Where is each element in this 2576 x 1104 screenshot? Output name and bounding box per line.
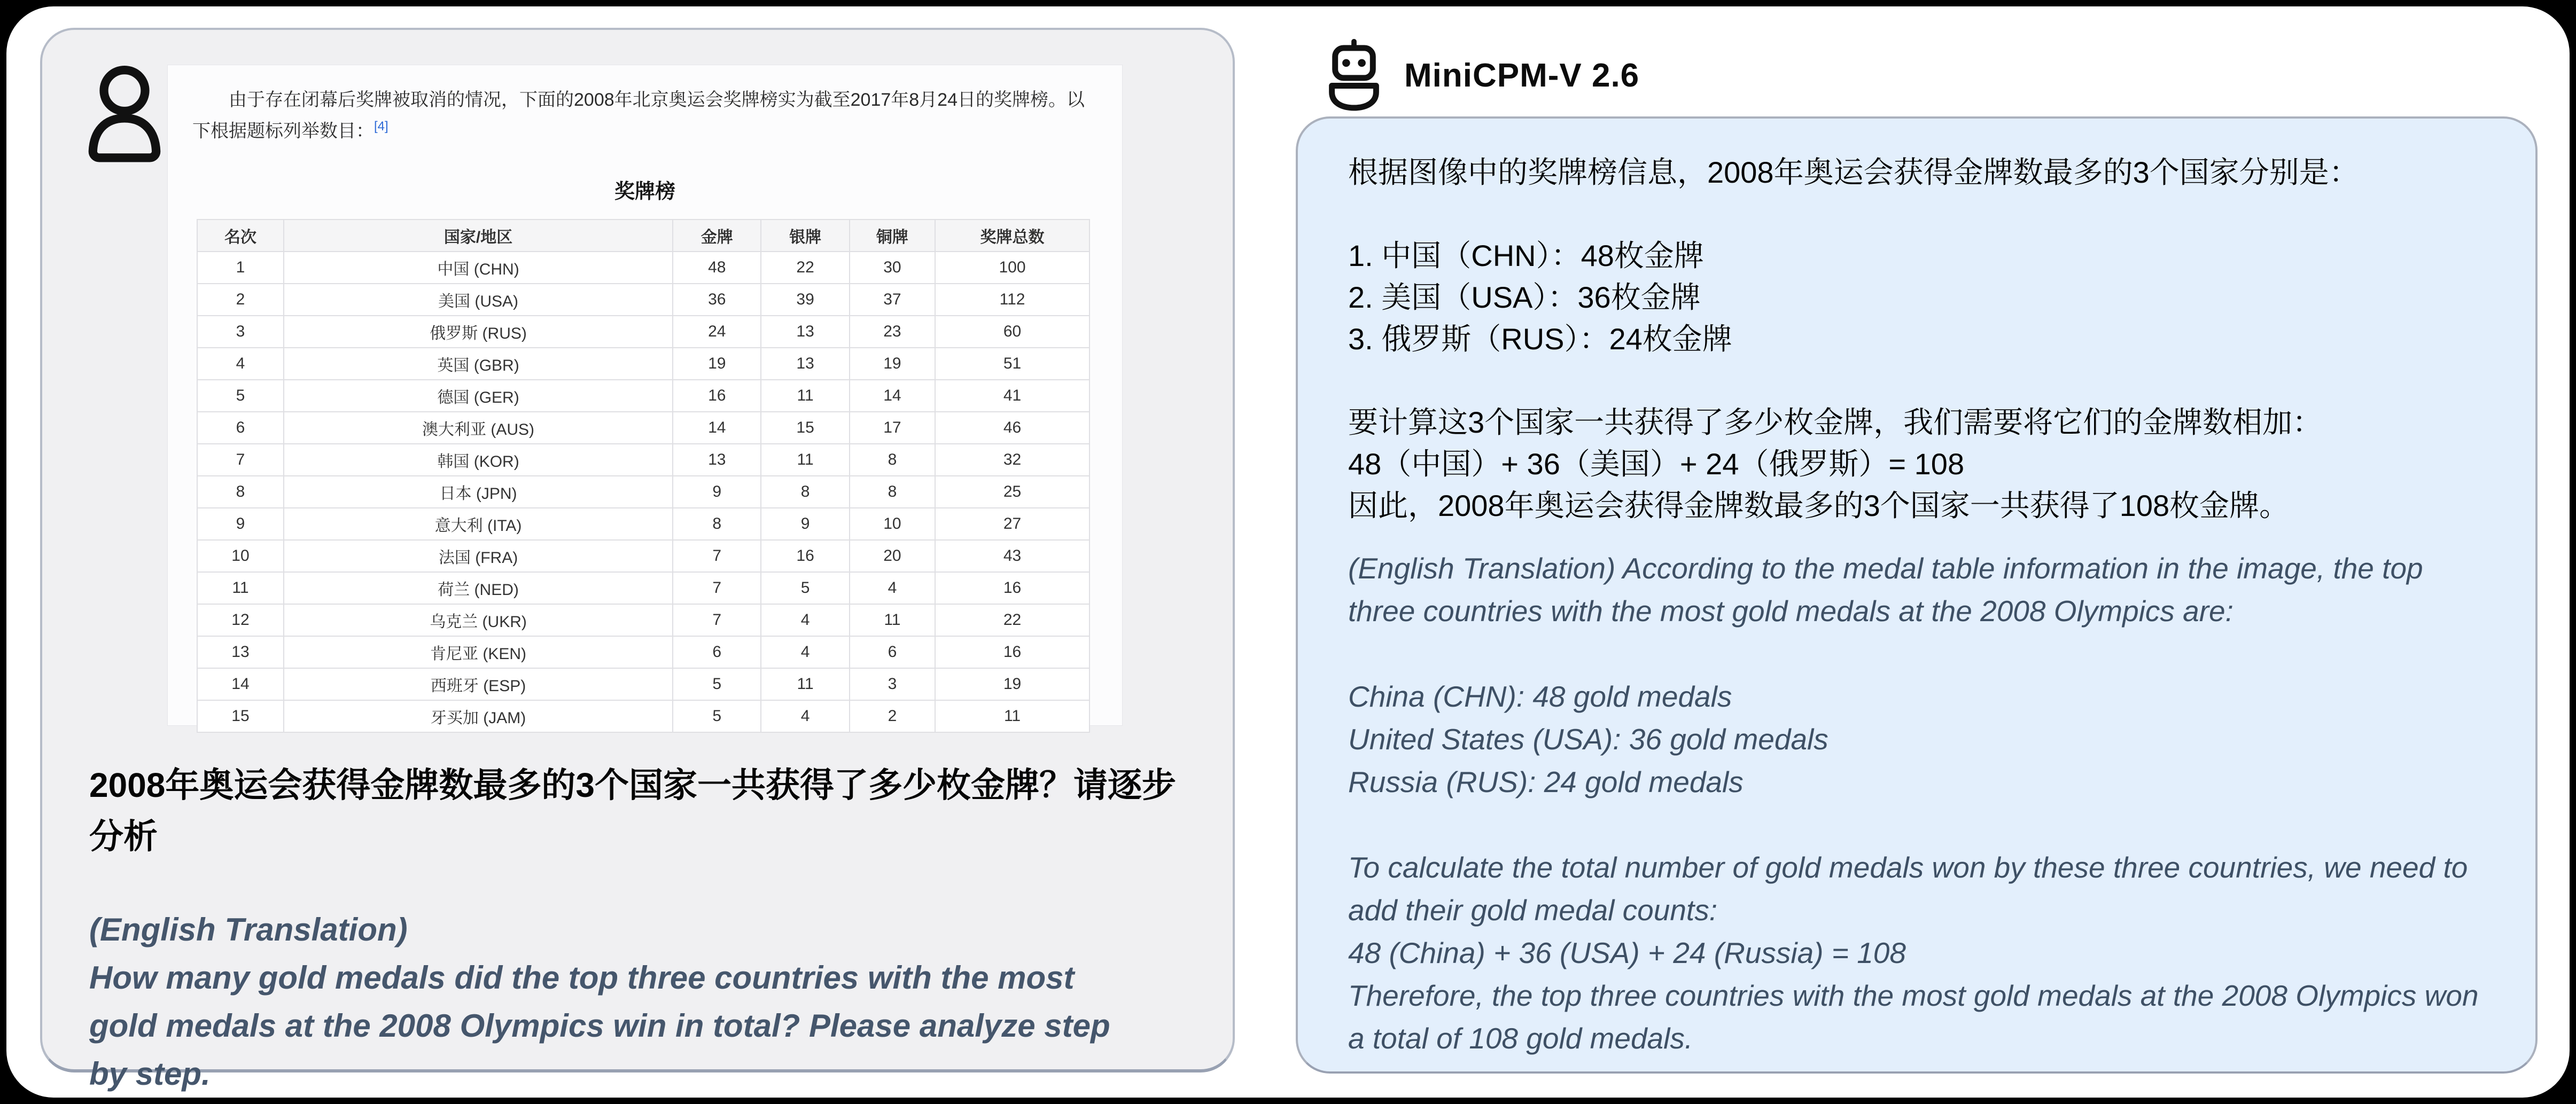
table-cell: 6	[850, 636, 935, 668]
table-row	[197, 604, 1089, 636]
table-header-cell: 银牌	[761, 220, 849, 252]
table-cell: 5	[197, 380, 284, 412]
table-cell: 4	[197, 348, 284, 380]
table-cell: 3	[197, 316, 284, 348]
table-cell: 9	[761, 508, 849, 540]
table-cell: 17	[850, 412, 935, 444]
table-cell: 4	[761, 604, 849, 636]
table-cell: 10	[850, 508, 935, 540]
table-cell: 美国 (USA)	[284, 284, 673, 316]
table-cell: 16	[673, 380, 761, 412]
table-cell: 11	[197, 572, 284, 604]
text-line: 因此，2008年奥运会获得金牌数最多的3个国家一共获得了108枚金牌。	[1348, 489, 2290, 522]
table-cell: 19	[673, 348, 761, 380]
table-cell: 30	[850, 252, 935, 284]
text-line	[1348, 360, 2485, 402]
table-cell: 20	[850, 540, 935, 572]
table-cell: 15	[761, 412, 849, 444]
table-cell: 俄罗斯 (RUS)	[284, 316, 673, 348]
table-cell: 8	[850, 444, 935, 476]
table-cell: 16	[761, 540, 849, 572]
user-question-chinese: 2008年奥运会获得金牌数最多的3个国家一共获得了多少枚金牌？请逐步分析	[89, 766, 1176, 856]
table-cell: 11	[850, 604, 935, 636]
table-header-cell: 国家/地区	[284, 220, 673, 252]
text-line: Russia (RUS): 24 gold medals	[1348, 765, 1744, 798]
table-cell: 牙买加 (JAM)	[284, 700, 673, 732]
text-line: 48（中国）+ 36（美国）+ 24（俄罗斯）= 108	[1348, 447, 1965, 481]
table-cell: 25	[935, 476, 1089, 508]
table-row	[197, 476, 1089, 508]
table-cell: 肯尼亚 (KEN)	[284, 636, 673, 668]
table-cell: 1	[197, 252, 284, 284]
table-cell: 9	[197, 508, 284, 540]
table-cell: 荷兰 (NED)	[284, 572, 673, 604]
table-row	[197, 348, 1089, 380]
table-cell: 9	[673, 476, 761, 508]
table-cell: 7	[673, 604, 761, 636]
table-header-cell: 奖牌总数	[935, 220, 1089, 252]
text-line	[1348, 803, 2485, 846]
table-cell: 7	[673, 572, 761, 604]
table-cell: 8	[673, 508, 761, 540]
table-header-cell: 名次	[197, 220, 284, 252]
model-name: MiniCPM-V 2.6	[1404, 57, 1640, 94]
table-cell: 14	[673, 412, 761, 444]
text-line: 1. 中国（CHN）：48枚金牌	[1348, 239, 1704, 272]
assistant-response-bubble	[1296, 116, 2538, 1074]
table-cell: 12	[197, 604, 284, 636]
table-cell: 2	[197, 284, 284, 316]
table-cell: 2	[850, 700, 935, 732]
table-cell: 韩国 (KOR)	[284, 444, 673, 476]
table-header-row	[197, 220, 1089, 252]
table-cell: 4	[761, 636, 849, 668]
table-cell: 13	[673, 444, 761, 476]
document-intro-text: 由于存在闭幕后奖牌被取消的情况，下面的2008年北京奥运会奖牌榜实为截至2017年8月24日的奖牌榜。以下根据题标列举数目：	[192, 90, 1085, 142]
table-cell: 112	[935, 284, 1089, 316]
table-cell: 法国 (FRA)	[284, 540, 673, 572]
assistant-response-chinese	[1348, 152, 2485, 527]
table-cell: 16	[935, 572, 1089, 604]
table-cell: 19	[935, 668, 1089, 700]
user-question-english: How many gold medals did the top three countries with the most gold medals at the 2008 Olympics win in total? Please analyze step by step.	[89, 960, 1110, 1092]
table-cell: 意大利 (ITA)	[284, 508, 673, 540]
table-cell: 8	[197, 476, 284, 508]
table-cell: 46	[935, 412, 1089, 444]
user-question-translation	[89, 906, 1145, 1098]
table-cell: 32	[935, 444, 1089, 476]
table-cell: 27	[935, 508, 1089, 540]
medal-table	[197, 219, 1090, 733]
table-row	[197, 572, 1089, 604]
table-cell: 5	[673, 668, 761, 700]
table-cell: 14	[850, 380, 935, 412]
table-cell: 英国 (GBR)	[284, 348, 673, 380]
table-cell: 15	[197, 700, 284, 732]
table-row	[197, 636, 1089, 668]
table-cell: 13	[761, 316, 849, 348]
table-header-cell: 铜牌	[850, 220, 935, 252]
user-icon	[85, 62, 164, 163]
table-cell: 5	[761, 572, 849, 604]
table-cell: 13	[197, 636, 284, 668]
table-row	[197, 252, 1089, 284]
text-line: China (CHN): 48 gold medals	[1348, 680, 1732, 713]
table-row	[197, 540, 1089, 572]
table-cell: 37	[850, 284, 935, 316]
table-cell: 14	[197, 668, 284, 700]
table-cell: 11	[935, 700, 1089, 732]
table-cell: 4	[850, 572, 935, 604]
table-cell: 5	[673, 700, 761, 732]
text-line: United States (USA): 36 gold medals	[1348, 723, 1828, 756]
table-cell: 22	[935, 604, 1089, 636]
table-cell: 13	[761, 348, 849, 380]
table-cell: 16	[935, 636, 1089, 668]
table-row	[197, 508, 1089, 540]
table-cell: 3	[850, 668, 935, 700]
text-line	[1348, 193, 2485, 235]
table-row	[197, 444, 1089, 476]
table-cell: 德国 (GER)	[284, 380, 673, 412]
text-line: 3. 俄罗斯（RUS）：24枚金牌	[1348, 322, 1732, 356]
document-intro-paragraph	[192, 84, 1098, 147]
table-cell: 11	[761, 444, 849, 476]
table-row	[197, 668, 1089, 700]
table-cell: 39	[761, 284, 849, 316]
text-line: 根据图像中的奖牌榜信息，2008年奥运会获得金牌数最多的3个国家分别是：	[1348, 155, 2359, 189]
table-cell: 澳大利亚 (AUS)	[284, 412, 673, 444]
text-line: 2. 美国（USA）：36枚金牌	[1348, 280, 1701, 314]
table-row	[197, 284, 1089, 316]
text-line: Therefore, the top three countries with the most gold medals at the 2008 Olympics won a total of 108 gold medals.	[1348, 979, 2479, 1055]
translation-label: (English Translation)	[89, 912, 408, 948]
table-row	[197, 412, 1089, 444]
table-cell: 8	[761, 476, 849, 508]
table-cell: 48	[673, 252, 761, 284]
table-cell: 8	[850, 476, 935, 508]
table-cell: 43	[935, 540, 1089, 572]
table-cell: 23	[850, 316, 935, 348]
table-cell: 中国 (CHN)	[284, 252, 673, 284]
table-cell: 60	[935, 316, 1089, 348]
text-line: 要计算这3个国家一共获得了多少枚金牌，我们需要将它们的金牌数相加：	[1348, 405, 2323, 439]
citation-link[interactable]: [4]	[374, 119, 388, 134]
table-cell: 6	[197, 412, 284, 444]
table-cell: 100	[935, 252, 1089, 284]
table-cell: 22	[761, 252, 849, 284]
text-line	[1348, 632, 2485, 675]
table-cell: 乌克兰 (UKR)	[284, 604, 673, 636]
robot-icon	[1324, 38, 1384, 112]
table-row	[197, 380, 1089, 412]
table-cell: 7	[673, 540, 761, 572]
assistant-header	[1324, 38, 1639, 112]
table-row	[197, 700, 1089, 732]
text-line: To calculate the total number of gold medals won by these three countries, we need to add their gold medal counts:	[1348, 851, 2468, 927]
assistant-response-translation	[1348, 547, 2485, 1060]
table-cell: 41	[935, 380, 1089, 412]
table-cell: 4	[761, 700, 849, 732]
table-title: 奖牌榜	[614, 181, 675, 203]
table-cell: 10	[197, 540, 284, 572]
table-cell: 11	[761, 380, 849, 412]
embedded-medal-table-image	[168, 65, 1122, 725]
table-cell: 6	[673, 636, 761, 668]
table-cell: 36	[673, 284, 761, 316]
user-message-panel	[40, 28, 1235, 1092]
table-row	[197, 316, 1089, 348]
table-cell: 日本 (JPN)	[284, 476, 673, 508]
table-cell: 51	[935, 348, 1089, 380]
table-cell: 11	[761, 668, 849, 700]
table-cell: 24	[673, 316, 761, 348]
text-line: 48 (China) + 36 (USA) + 24 (Russia) = 108	[1348, 936, 1906, 969]
text-line: (English Translation) According to the medal table information in the image, the top three countries with the most gold medals at the 2008 Olympics are:	[1348, 552, 2423, 628]
table-cell: 7	[197, 444, 284, 476]
table-header-cell: 金牌	[673, 220, 761, 252]
table-cell: 西班牙 (ESP)	[284, 668, 673, 700]
table-cell: 19	[850, 348, 935, 380]
